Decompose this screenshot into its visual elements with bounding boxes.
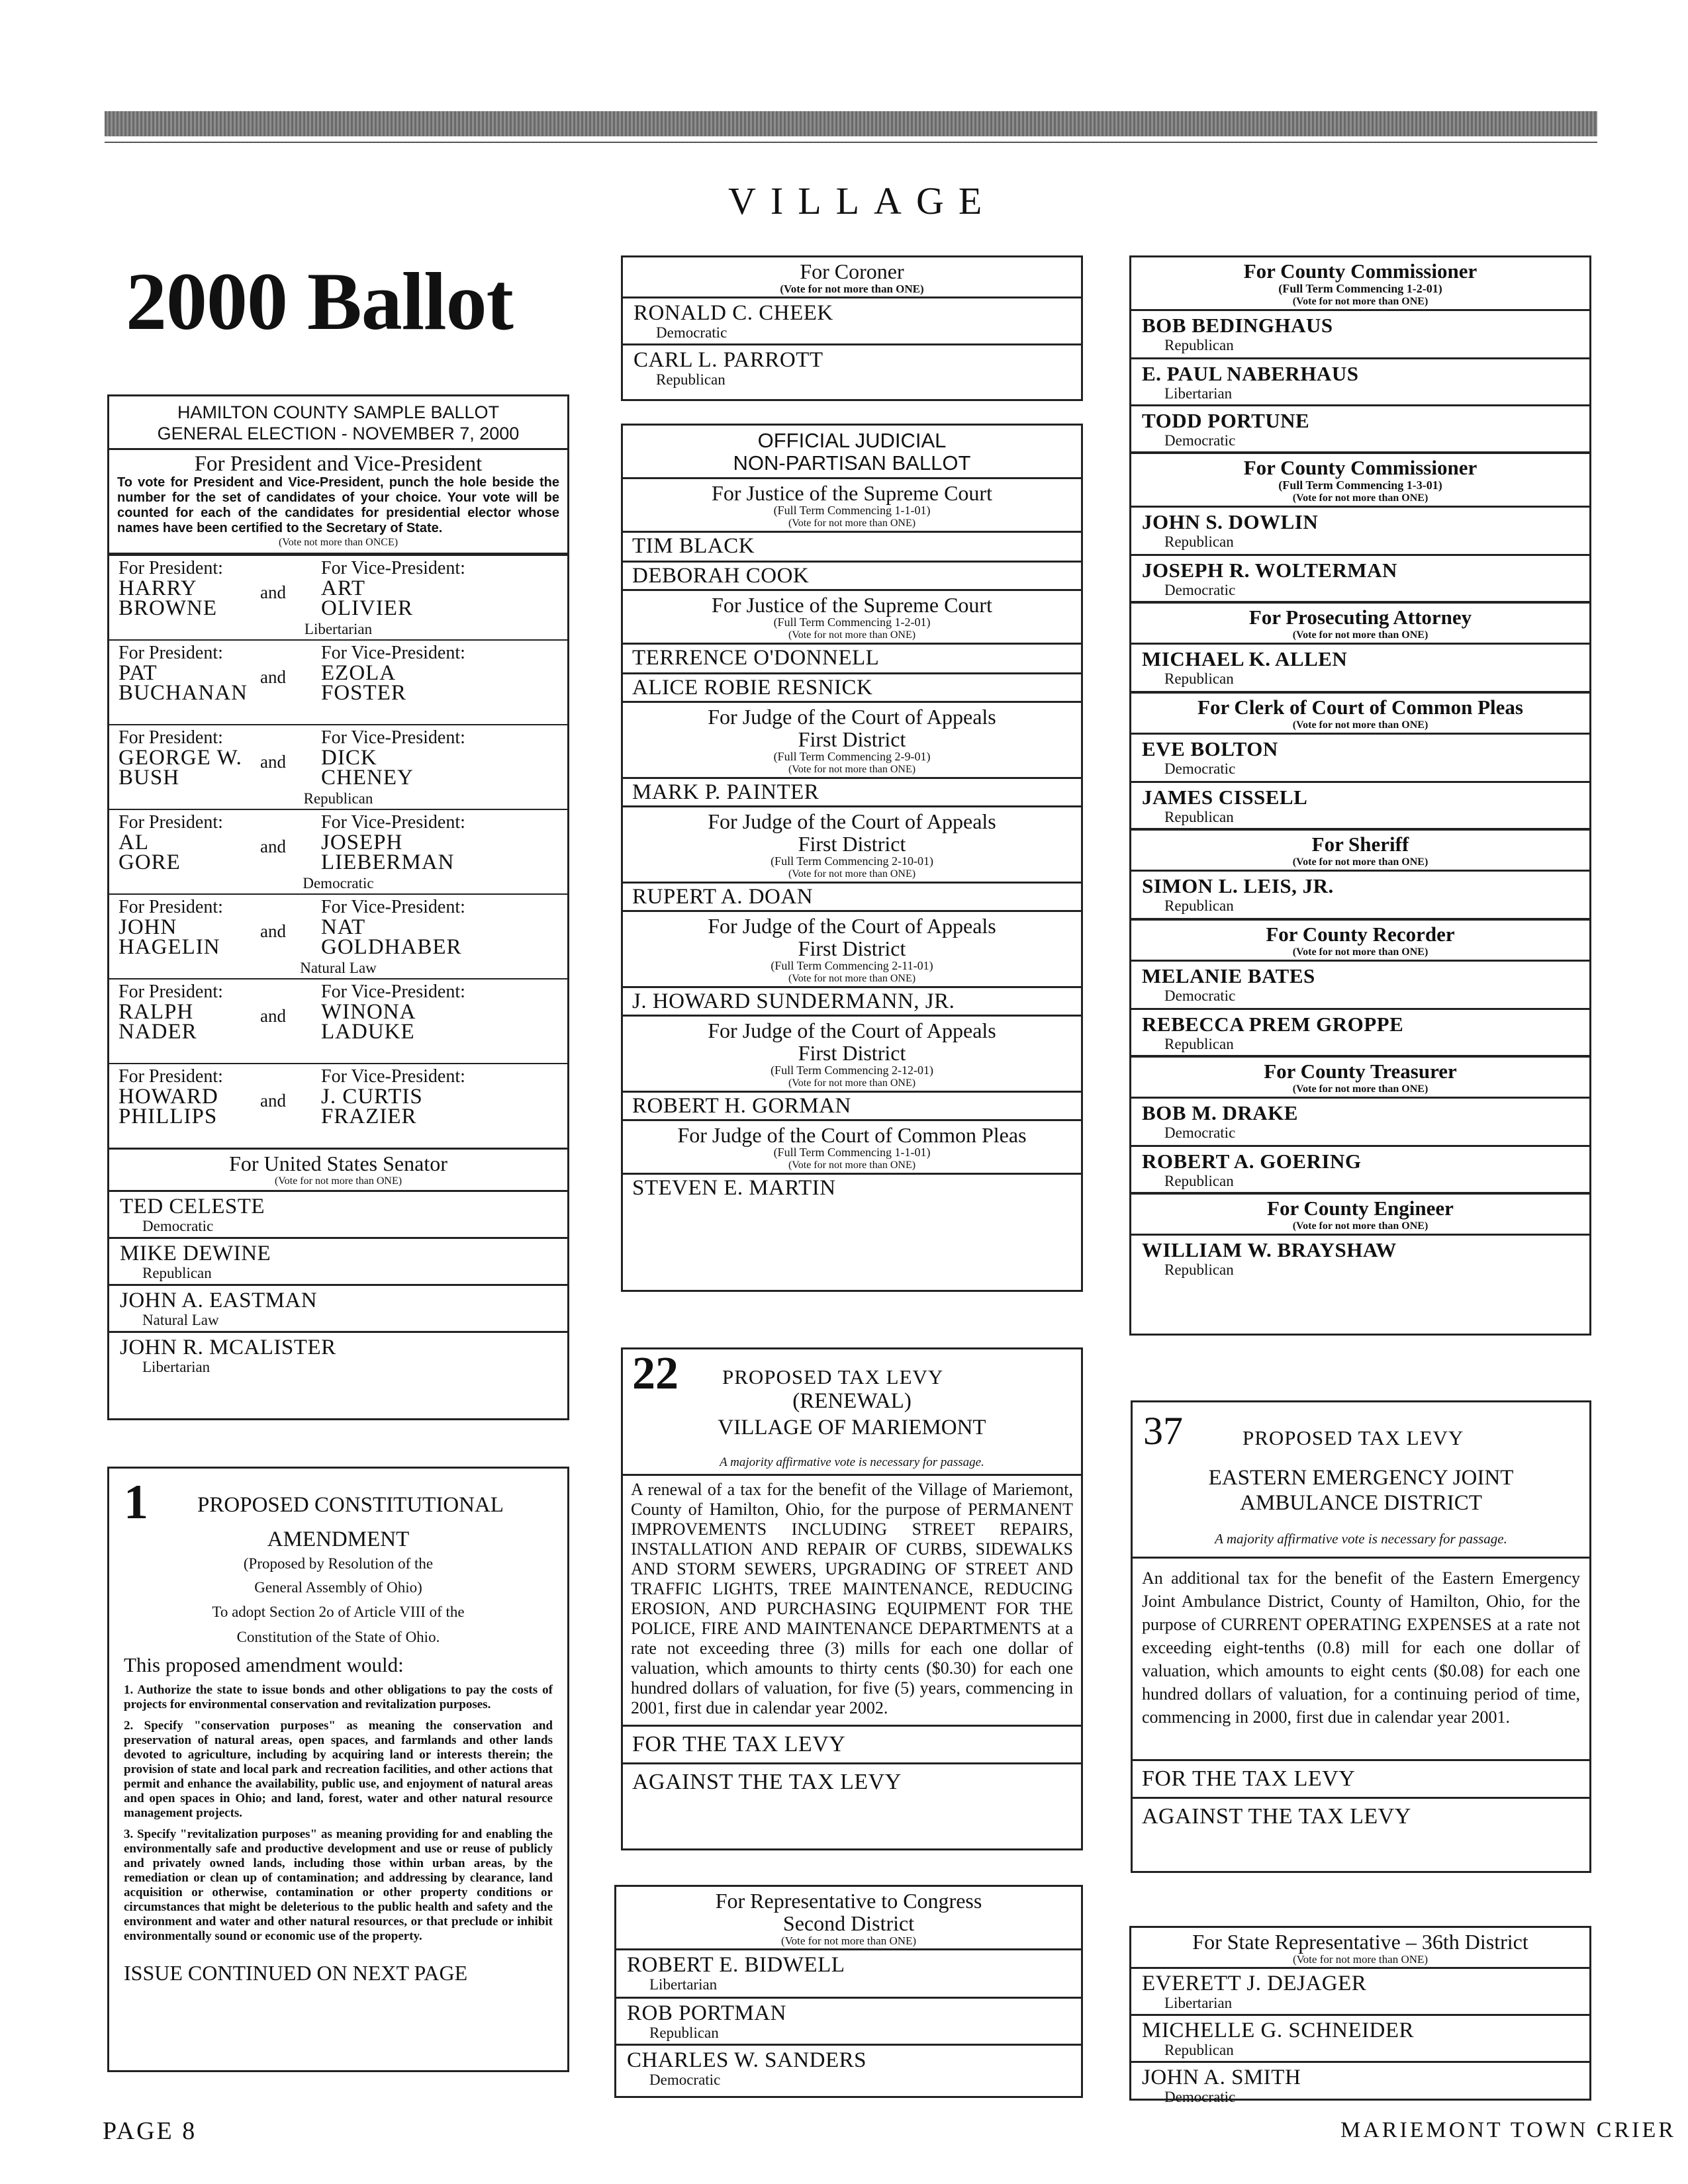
judicial-race-ap1: [623, 701, 1081, 805]
vice-president-label: For Vice-President:: [321, 643, 465, 663]
president-first-name: RALPH: [118, 1000, 194, 1024]
candidate-name: JOHN A. EASTMAN: [120, 1289, 318, 1312]
senate-vote-note: (Vote for not more than ONE): [274, 1175, 402, 1187]
ticket-party: Republican: [303, 790, 373, 807]
header-bar: [105, 111, 1597, 136]
page-number: PAGE 8: [103, 2117, 197, 2145]
candidate-name: MICHELLE G. SCHNEIDER: [1142, 2019, 1415, 2042]
judicial-title1: OFFICIAL JUDICIAL: [757, 429, 947, 452]
judicial-race-sc1: [623, 479, 1081, 589]
candidate-row[interactable]: [109, 1190, 567, 1237]
president-label: For President:: [118, 558, 223, 578]
president-first-name: JOHN: [118, 915, 177, 939]
candidate-row[interactable]: [1131, 1236, 1589, 1282]
candidate-party: Republican: [1164, 2042, 1234, 2058]
candidate-party: Libertarian: [649, 1976, 718, 1993]
president-last-name: HAGELIN: [118, 935, 220, 959]
candidate-name: RONALD C. CHEEK: [633, 301, 833, 325]
vice-president-first-name: ART: [321, 576, 366, 600]
issue-1-title2: AMENDMENT: [267, 1527, 410, 1551]
county-race-comm1: [1131, 257, 1589, 451]
candidate-party: Libertarian: [142, 1359, 211, 1375]
county-race-note: (Vote for not more than ONE): [1292, 719, 1429, 731]
president-label: For President:: [118, 727, 223, 748]
candidate-name: JOHN A. SMITH: [1142, 2066, 1301, 2089]
sample-ballot-line1: HAMILTON COUNTY SAMPLE BALLOT: [177, 402, 500, 422]
county-races: [1129, 255, 1591, 1336]
candidate-party: Democratic: [1164, 582, 1236, 598]
congress-vote-note: (Vote for not more than ONE): [780, 1934, 917, 1947]
president-tickets: [109, 555, 567, 1148]
publication-name: MARIEMONT TOWN CRIER: [1340, 2118, 1676, 2142]
candidate-name: REBECCA PREM GROPPE: [1142, 1013, 1404, 1036]
levy-37-box: [1131, 1400, 1591, 1873]
president-last-name: BUCHANAN: [118, 681, 248, 705]
vice-president-first-name: NAT: [321, 915, 366, 939]
and-label: and: [260, 837, 286, 856]
candidate-row[interactable]: [623, 672, 1081, 701]
vice-president-last-name: FRAZIER: [321, 1105, 417, 1128]
candidate-row[interactable]: [616, 1997, 1081, 2044]
candidate-row[interactable]: [109, 1237, 567, 1284]
candidate-party: Republican: [656, 371, 726, 388]
issue-1-point2: 2. Specify "conservation purposes" as meaning the conservation and preservation of natural areas, open spaces, and farmlands and other lands devoted to agriculture, including by acquiring land or interests therein; the provision of state and local park and recreation facilities, and other actions that permit and enhance the availability, public use, and enjoyment of natural areas and open spaces in Ohio; and land, forest, water and other natural resource management projects.: [124, 1719, 553, 1820]
candidate-party: Republican: [1164, 1036, 1234, 1052]
president-last-name: PHILLIPS: [118, 1105, 218, 1128]
county-race-clerk: [1131, 691, 1589, 828]
president-ticket[interactable]: [109, 639, 567, 724]
county-race-term: (Full Term Commencing 1-2-01): [1278, 282, 1442, 295]
candidate-name: JOSEPH R. WOLTERMAN: [1142, 559, 1397, 582]
candidate-name: STEVEN E. MARTIN: [632, 1176, 836, 1200]
candidate-name: TIM BLACK: [632, 534, 755, 558]
judicial-race-district: First District: [798, 727, 906, 751]
candidate-party: Republican: [649, 2025, 719, 2041]
candidate-name: ALICE ROBIE RESNICK: [632, 676, 873, 700]
vice-president-label: For Vice-President:: [321, 981, 465, 1002]
senate-race: [109, 1148, 567, 1378]
issue-1-box: [107, 1467, 569, 2072]
coroner-candidates: [623, 298, 1081, 390]
candidate-name: CARL L. PARROTT: [633, 348, 823, 372]
president-first-name: PAT: [118, 661, 158, 685]
president-last-name: BUSH: [118, 766, 180, 790]
vice-president-last-name: LIEBERMAN: [321, 850, 455, 874]
judicial-race-term: (Full Term Commencing 2-11-01): [771, 959, 933, 972]
judicial-race-title: For Judge of the Court of Appeals: [708, 914, 996, 938]
issue-1-sub4: Constitution of the State of Ohio.: [236, 1629, 440, 1645]
state-rep-candidates: [1131, 1969, 1589, 2108]
candidate-name: MICHAEL K. ALLEN: [1142, 647, 1348, 670]
levy-22-against-option[interactable]: AGAINST THE TAX LEVY: [623, 1762, 1081, 1800]
and-label: and: [260, 921, 286, 941]
candidate-party: Republican: [142, 1265, 212, 1281]
and-label: and: [260, 582, 286, 602]
levy-22-box: [621, 1347, 1083, 1850]
levy-22-title1: PROPOSED TAX LEVY: [722, 1365, 944, 1388]
county-race-title: For County Recorder: [1266, 923, 1455, 946]
county-race-note: (Vote for not more than ONE): [1292, 1220, 1429, 1232]
judicial-race-title: For Judge of the Court of Appeals: [708, 705, 996, 729]
president-ticket[interactable]: [109, 893, 567, 978]
issue-1-number: 1: [124, 1475, 148, 1529]
judicial-race-term: (Full Term Commencing 1-1-01): [773, 1146, 931, 1159]
county-race-title: For Sheriff: [1311, 833, 1409, 856]
vice-president-label: For Vice-President:: [321, 1066, 465, 1087]
candidate-row[interactable]: [1131, 872, 1589, 918]
president-first-name: AL: [118, 831, 149, 854]
levy-37-for-option[interactable]: FOR THE TAX LEVY: [1133, 1759, 1589, 1797]
vice-president-label: For Vice-President:: [321, 897, 465, 917]
levy-22-number: 22: [632, 1348, 679, 1399]
ticket-party: Democratic: [303, 875, 374, 891]
coroner-box: [621, 255, 1083, 401]
county-race-title: For County Commissioner: [1243, 259, 1477, 283]
candidate-name: CHARLES W. SANDERS: [627, 2048, 867, 2072]
county-race-note: (Vote for not more than ONE): [1292, 492, 1429, 504]
judicial-race-term: (Full Term Commencing 2-9-01): [773, 750, 931, 763]
coroner-race-title: For Coroner: [800, 259, 904, 283]
section-title: VILLAGE: [728, 179, 997, 222]
candidate-row[interactable]: [1131, 645, 1589, 691]
judicial-race-note: (Vote for not more than ONE): [788, 868, 916, 880]
candidate-party: Democratic: [1164, 1124, 1236, 1141]
vice-president-label: For Vice-President:: [321, 558, 465, 578]
president-vote-note: (Vote not more than ONCE): [278, 537, 399, 548]
candidate-row[interactable]: [616, 2044, 1081, 2091]
candidate-name: E. PAUL NABERHAUS: [1142, 362, 1359, 385]
president-label: For President:: [118, 812, 223, 833]
issue-1-point3: 3. Specify "revitalization purposes" as meaning providing for and enabling the environmentally safe and productive development and use or reuse of publicly and privately owned lands, including those within urban areas, by the remediation or clean up of contamination; and addressing by clearance, land acquisition or otherwise, contamination or other property conditions or circumstances that might be deleterious to the public health and safety and the environment and water and other natural resources, or that preclude or inhibit environmentally sound or economic use of the property.: [124, 1827, 553, 1943]
vice-president-last-name: LADUKE: [321, 1020, 415, 1044]
levy-22-title3: VILLAGE OF MARIEMONT: [718, 1416, 986, 1439]
candidate-row[interactable]: [623, 645, 1081, 672]
judicial-race-sc2: [623, 589, 1081, 701]
candidate-name: RUPERT A. DOAN: [632, 885, 814, 909]
judicial-race-note: (Vote for not more than ONE): [788, 518, 916, 529]
issue-1-continued: ISSUE CONTINUED ON NEXT PAGE: [124, 1961, 468, 1985]
county-race-engineer: [1131, 1192, 1589, 1282]
candidate-name: ROBERT H. GORMAN: [632, 1094, 851, 1118]
judicial-race-title: For Justice of the Supreme Court: [712, 593, 992, 617]
candidate-row[interactable]: [623, 533, 1081, 561]
president-first-name: HARRY: [118, 576, 197, 600]
president-last-name: NADER: [118, 1020, 197, 1044]
candidate-party: Democratic: [1164, 760, 1236, 777]
candidate-name: ROB PORTMAN: [627, 2001, 786, 2025]
levy-22-heading: [623, 1349, 1081, 1455]
county-race-note: (Vote for not more than ONE): [1292, 629, 1429, 641]
page-title: 2000 Ballot: [126, 256, 513, 347]
levy-22-title2: (RENEWAL): [792, 1389, 912, 1413]
candidate-row[interactable]: [623, 884, 1081, 910]
candidate-row[interactable]: [1131, 1008, 1589, 1055]
levy-37-title1: PROPOSED TAX LEVY: [1243, 1426, 1464, 1449]
judicial-race-term: (Full Term Commencing 2-12-01): [771, 1064, 933, 1077]
congress-race-title1: For Representative to Congress: [715, 1889, 982, 1913]
candidate-party: Natural Law: [142, 1312, 219, 1328]
candidate-name: TODD PORTUNE: [1142, 409, 1310, 432]
issue-1-sub1: (Proposed by Resolution of the: [243, 1555, 434, 1572]
candidate-row[interactable]: [1131, 735, 1589, 781]
candidate-name: SIMON L. LEIS, JR.: [1142, 874, 1334, 897]
and-label: and: [260, 667, 286, 687]
president-last-name: GORE: [118, 850, 181, 874]
vice-president-first-name: WINONA: [321, 1000, 416, 1024]
congress-box: [614, 1885, 1083, 2098]
judicial-race-term: (Full Term Commencing 2-10-01): [771, 854, 933, 868]
candidate-party: Democratic: [649, 2071, 721, 2088]
judicial-race-district: First District: [798, 936, 906, 960]
candidate-name: ROBERT E. BIDWELL: [627, 1953, 845, 1977]
candidate-row[interactable]: [1131, 781, 1589, 828]
president-label: For President:: [118, 643, 223, 663]
judicial-race-title: For Judge of the Court of Appeals: [708, 809, 996, 833]
candidate-party: Democratic: [1164, 2089, 1236, 2105]
judicial-race-cp: [623, 1119, 1081, 1201]
candidate-party: Republican: [1164, 337, 1234, 353]
county-race-note: (Vote for not more than ONE): [1292, 296, 1429, 307]
county-race-note: (Vote for not more than ONE): [1292, 856, 1429, 868]
president-ticket[interactable]: [109, 978, 567, 1063]
and-label: and: [260, 1006, 286, 1026]
levy-37-text: An additional tax for the benefit of the Eastern Emergency Joint Ambulance District, County of Hamilton, Ohio, for the purpose of CURRENT OPERATING EXPENSES at a rate not exceeding eight-tenths (0.8) mill for each one dollar of valuation, which amounts to eight cents ($0.08) for each one hundred dollars of valuation, for a continuing period of time, commencing in 2000, first due in calendar year 2001.: [1142, 1569, 1580, 1727]
president-ticket[interactable]: [109, 724, 567, 809]
candidate-party: Democratic: [1164, 987, 1236, 1004]
issue-1-sub3: To adopt Section 2o of Article VIII of the: [212, 1604, 465, 1620]
judicial-race-note: (Vote for not more than ONE): [788, 629, 916, 641]
president-label: For President:: [118, 1066, 223, 1087]
president-label: For President:: [118, 897, 223, 917]
candidate-party: Republican: [1164, 897, 1234, 914]
issue-1-point1: 1. Authorize the state to issue bonds and other obligations to pay the costs of projects for environmental conservation and revitalization purposes.: [124, 1683, 553, 1711]
candidate-name: JAMES CISSELL: [1142, 786, 1308, 809]
levy-37-title3: AMBULANCE DISTRICT: [1240, 1491, 1482, 1515]
candidate-party: Republican: [1164, 809, 1234, 825]
judicial-races: [623, 479, 1081, 1201]
candidate-name: MIKE DEWINE: [120, 1242, 271, 1265]
candidate-row[interactable]: [109, 1331, 567, 1378]
candidate-row[interactable]: [623, 561, 1081, 589]
and-label: and: [260, 1091, 286, 1111]
judicial-race-term: (Full Term Commencing 1-1-01): [773, 504, 931, 517]
candidate-row[interactable]: [1131, 2061, 1589, 2108]
president-ticket[interactable]: [109, 1063, 567, 1148]
candidate-row[interactable]: [1131, 1099, 1589, 1145]
candidate-name: JOHN S. DOWLIN: [1142, 510, 1319, 533]
candidate-row[interactable]: [1131, 554, 1589, 601]
vice-president-first-name: JOSEPH: [321, 831, 403, 854]
header-rule: [105, 142, 1597, 143]
levy-37-number: 37: [1143, 1409, 1183, 1453]
president-label: For President:: [118, 981, 223, 1002]
levy-37-against-option[interactable]: AGAINST THE TAX LEVY: [1133, 1797, 1589, 1835]
issue-1-sub2: General Assembly of Ohio): [254, 1579, 422, 1596]
county-race-note: (Vote for not more than ONE): [1292, 946, 1429, 958]
coroner-vote-note: (Vote for not more than ONE): [780, 283, 924, 295]
vice-president-last-name: FOSTER: [321, 681, 406, 705]
county-race-treasurer: [1131, 1055, 1589, 1192]
candidate-name: TERRENCE O'DONNELL: [632, 646, 880, 670]
judicial-ballot: [621, 424, 1083, 1292]
judicial-race-title: For Judge of the Court of Appeals: [708, 1019, 996, 1042]
sample-ballot-line2: GENERAL ELECTION - NOVEMBER 7, 2000: [157, 424, 520, 443]
president-ticket[interactable]: [109, 555, 567, 639]
county-race-comm2: [1131, 451, 1589, 601]
county-race-prosecutor: [1131, 601, 1589, 691]
vice-president-last-name: GOLDHABER: [321, 935, 462, 959]
levy-22-majority: A majority affirmative vote is necessary for passage.: [623, 1455, 1081, 1476]
candidate-party: Libertarian: [1164, 385, 1233, 402]
candidate-row[interactable]: [109, 1284, 567, 1331]
and-label: and: [260, 752, 286, 772]
county-races-body: [1131, 257, 1589, 1282]
judicial-race-note: (Vote for not more than ONE): [788, 973, 916, 984]
county-race-title: For County Engineer: [1267, 1197, 1454, 1220]
candidate-name: MARK P. PAINTER: [632, 780, 820, 804]
senate-candidates: [109, 1190, 567, 1378]
county-race-title: For County Commissioner: [1243, 456, 1477, 479]
candidate-party: Democratic: [656, 324, 727, 341]
county-race-note: (Vote for not more than ONE): [1292, 1083, 1429, 1095]
president-last-name: BROWNE: [118, 596, 217, 620]
vice-president-label: For Vice-President:: [321, 812, 465, 833]
candidate-row[interactable]: [1131, 508, 1589, 554]
judicial-race-title: For Judge of the Court of Common Pleas: [677, 1123, 1027, 1147]
candidate-party: Republican: [1164, 1261, 1234, 1278]
candidate-name: DEBORAH COOK: [632, 564, 810, 588]
vice-president-last-name: OLIVIER: [321, 596, 413, 620]
county-race-term: (Full Term Commencing 1-3-01): [1278, 478, 1442, 492]
candidate-name: WILLIAM W. BRAYSHAW: [1142, 1238, 1397, 1261]
levy-37-majority: A majority affirmative vote is necessary for passage.: [1133, 1514, 1589, 1559]
president-first-name: GEORGE W.: [118, 746, 242, 770]
candidate-party: Republican: [1164, 670, 1234, 687]
president-first-name: HOWARD: [118, 1085, 218, 1109]
judicial-race-district: First District: [798, 832, 906, 856]
candidate-name: EVERETT J. DEJAGER: [1142, 1972, 1367, 1995]
judicial-race-term: (Full Term Commencing 1-2-01): [773, 615, 931, 629]
judicial-title2: NON-PARTISAN BALLOT: [733, 451, 971, 475]
candidate-name: MELANIE BATES: [1142, 964, 1315, 987]
president-instructions: To vote for President and Vice-President, punch the hole beside the number for the set of candidates of your choice. Your vote will be counted for each of the candidates for presidential elector whose names have been certified to the Secretary of State.: [117, 475, 559, 535]
candidate-party: Democratic: [1164, 432, 1236, 449]
state-rep-box: [1129, 1926, 1591, 2105]
congress-candidates: [616, 1950, 1081, 2091]
candidate-name: BOB M. DRAKE: [1142, 1101, 1298, 1124]
president-race-title: For President and Vice-President: [194, 452, 483, 476]
issue-1-heading: [124, 1475, 553, 1529]
candidate-row[interactable]: [623, 1093, 1081, 1119]
president-ticket[interactable]: [109, 809, 567, 893]
candidate-row[interactable]: [1131, 357, 1589, 404]
candidate-row[interactable]: [1131, 962, 1589, 1008]
county-race-title: For Prosecuting Attorney: [1248, 606, 1472, 629]
sample-ballot: [107, 394, 569, 1420]
sample-ballot-header: [109, 396, 567, 450]
candidate-row[interactable]: [1131, 311, 1589, 357]
candidate-party: Republican: [1164, 533, 1234, 550]
state-rep-vote-note: (Vote for not more than ONE): [1292, 1953, 1429, 1966]
levy-37-title2: EASTERN EMERGENCY JOINT: [1208, 1466, 1514, 1490]
levy-22-text: A renewal of a tax for the benefit of the Village of Mariemont, County of Hamilton, Ohio, for the purpose of PERMANENT IMPROVEMENTS INCLUDING STREET REPAIRS, INSTALLATION AND REPAIR OF CURBS, SIDEWALKS AND STORM SEWERS, UPGRADING OF STREET AND TRAFFIC LIGHTS, TREE MAINTENANCE, REDUCING EROSION, AND PURCHASING EQUIPMENT FOR THE POLICE, FIRE AND MAINTENANCE DEPARTMENTS at a rate not exceeding three (3) mills for each one dollar of valuation, which amounts to thirty cents ($0.30) for each one hundred dollars of valuation, for five (5) years, commencing in 2001, first due in calendar year 2002.: [631, 1480, 1073, 1717]
judicial-race-district: First District: [798, 1041, 906, 1065]
state-rep-race-title: For State Representative – 36th District: [1192, 1930, 1528, 1954]
candidate-row[interactable]: [1131, 2014, 1589, 2061]
candidate-name: TED CELESTE: [120, 1195, 265, 1218]
candidate-name: JOHN R. MCALISTER: [120, 1336, 336, 1359]
vice-president-first-name: J. CURTIS: [321, 1085, 423, 1109]
candidate-row[interactable]: [623, 988, 1081, 1015]
candidate-row[interactable]: [623, 779, 1081, 805]
levy-22-for-option[interactable]: FOR THE TAX LEVY: [623, 1725, 1081, 1762]
vice-president-label: For Vice-President:: [321, 727, 465, 748]
judicial-race-note: (Vote for not more than ONE): [788, 1077, 916, 1089]
candidate-name: J. HOWARD SUNDERMANN, JR.: [632, 989, 955, 1013]
issue-1-title1: PROPOSED CONSTITUTIONAL: [197, 1493, 504, 1517]
candidate-row[interactable]: [623, 343, 1081, 390]
candidate-party: Republican: [1164, 1173, 1234, 1189]
vice-president-first-name: DICK: [321, 746, 377, 770]
judicial-race-ap2: [623, 805, 1081, 910]
candidate-row[interactable]: [1131, 404, 1589, 451]
ticket-party: Libertarian: [304, 621, 373, 637]
county-race-sheriff: [1131, 828, 1589, 918]
candidate-party: Libertarian: [1164, 1995, 1233, 2011]
issue-1-lead: This proposed amendment would:: [124, 1653, 404, 1676]
ticket-party: Natural Law: [300, 960, 377, 976]
candidate-row[interactable]: [623, 1175, 1081, 1201]
judicial-race-title: For Justice of the Supreme Court: [712, 481, 992, 505]
vice-president-first-name: EZOLA: [321, 661, 397, 685]
judicial-race-ap3: [623, 910, 1081, 1015]
president-race-header: [109, 450, 567, 555]
candidate-row[interactable]: [616, 1950, 1081, 1997]
judicial-race-note: (Vote for not more than ONE): [788, 764, 916, 775]
vice-president-last-name: CHENEY: [321, 766, 414, 790]
candidate-row[interactable]: [1131, 1145, 1589, 1192]
candidate-name: EVE BOLTON: [1142, 737, 1278, 760]
candidate-name: BOB BEDINGHAUS: [1142, 314, 1333, 337]
senate-race-title: For United States Senator: [229, 1152, 447, 1175]
candidate-name: ROBERT A. GOERING: [1142, 1150, 1362, 1173]
levy-37-heading: [1133, 1402, 1589, 1514]
county-race-title: For County Treasurer: [1264, 1060, 1457, 1083]
county-race-title: For Clerk of Court of Common Pleas: [1197, 696, 1523, 719]
candidate-party: Democratic: [142, 1218, 214, 1234]
candidate-row[interactable]: [1131, 1969, 1589, 2014]
county-race-recorder: [1131, 918, 1589, 1055]
judicial-race-note: (Vote for not more than ONE): [788, 1160, 916, 1171]
candidate-row[interactable]: [623, 298, 1081, 343]
congress-race-title2: Second District: [782, 1911, 915, 1935]
judicial-race-ap4: [623, 1015, 1081, 1119]
